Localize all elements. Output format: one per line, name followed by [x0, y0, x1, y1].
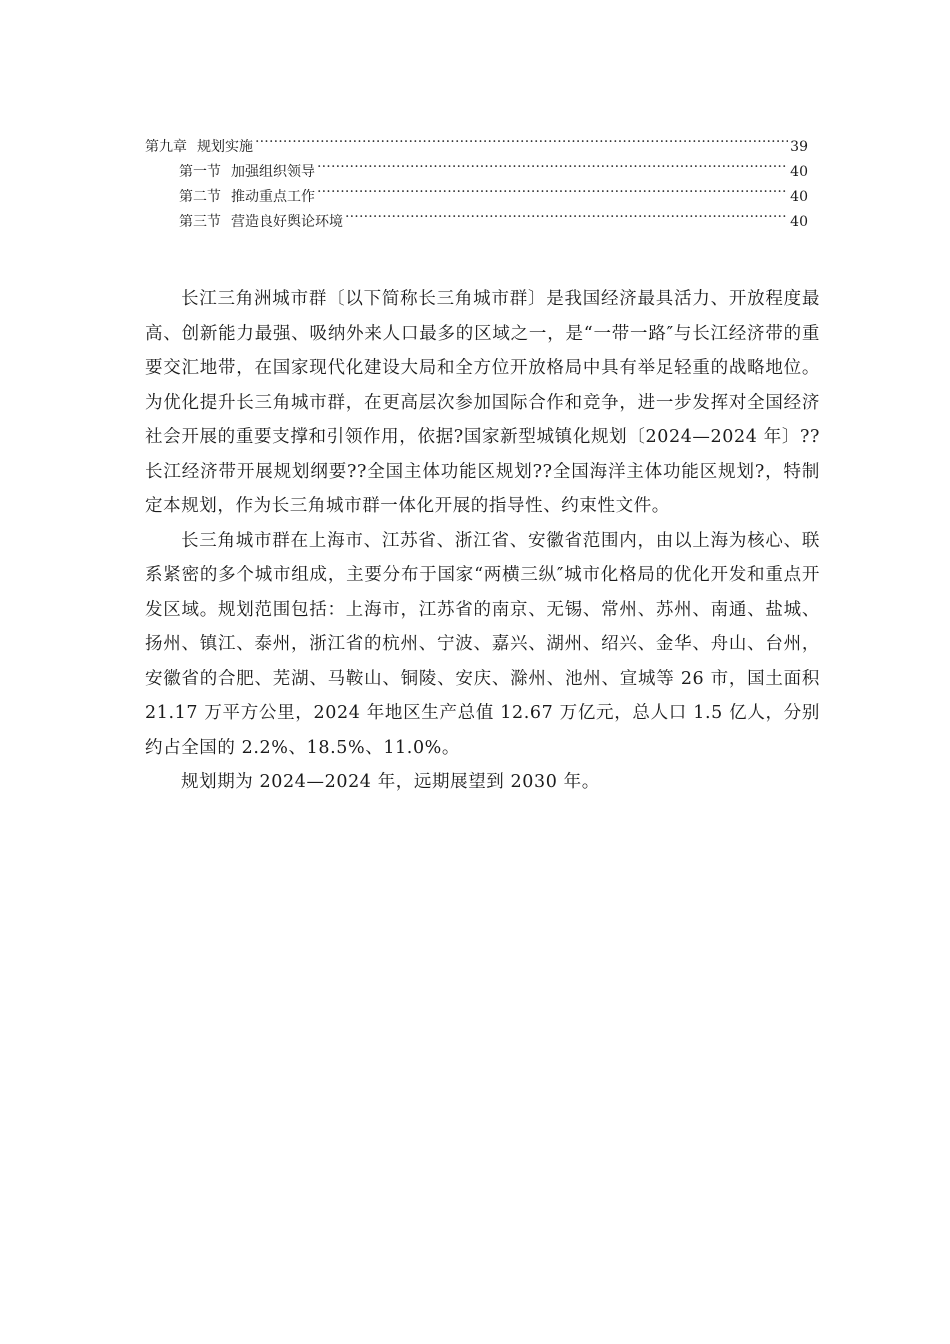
toc-dot-leader — [343, 201, 788, 226]
toc-entry-label: 营造良好舆论环境 — [231, 214, 343, 230]
document-body — [145, 282, 820, 800]
toc-entry-prefix: 第一节 — [179, 164, 221, 180]
toc-entry-prefix: 第三节 — [179, 214, 221, 230]
toc-entry-title — [179, 160, 315, 185]
toc-page-number: 39 — [790, 139, 808, 155]
toc-entry-label: 加强组织领导 — [231, 164, 315, 180]
body-paragraph-1: 长江三角洲城市群〔以下简称长三角城市群〕是我国经济最具活力、开放程度最高、创新能力最强、吸纳外来人口最多的区域之一，是“一带一路″与长江经济带的重要交汇地带，在国家现代化建设大局和全方位开放格局中具有举足轻重的战略地位。为优化提升长三角城市群，在更高层次参加国际合作和竞争，进一步发挥对全国经济社会开展的重要支撑和引领作用，依据?国家新型城镇化规划〔2024—2024 年〕??长江经济带开展规划纲要??全国主体功能区规划??全国海洋主体功能区规划?，特制定本规划，作为长三角城市群一体化开展的指导性、约束性文件。 — [145, 289, 820, 516]
body-paragraph-2: 长三角城市群在上海市、江苏省、浙江省、安徽省范围内，由以上海为核心、联系紧密的多个城市组成，主要分布于国家“两横三纵″城市化格局的优化开发和重点开发区域。规划范围包括：上海市，江苏省的南京、无锡、常州、苏州、南通、盐城、扬州、镇江、泰州，浙江省的杭州、宁波、嘉兴、湖州、绍兴、金华、舟山、台州，安徽省的合肥、芜湖、马鞍山、铜陵、安庆、滁州、池州、宣城等 26 市，国土面积 21.17 万平方公里，2024 年地区生产总值 12.67 万亿元，总人口 1.5 亿人，分别约占全国的 2.2%、18.5%、11.0%。 — [145, 530, 820, 758]
toc-entry-chapter-9[interactable] — [145, 126, 808, 155]
toc-page-number: 40 — [790, 189, 808, 205]
toc-entry-label: 推动重点工作 — [231, 189, 315, 205]
body-paragraph-3: 规划期为 2024—2024 年，远期展望到 2030 年。 — [181, 772, 600, 792]
toc-page-number: 40 — [790, 164, 808, 180]
toc-entry-prefix: 第二节 — [179, 189, 221, 205]
toc-entry-title — [179, 185, 315, 210]
toc-dot-leader — [315, 176, 788, 201]
toc-entry-prefix: 第九章 — [145, 139, 187, 155]
toc-entry-title — [179, 210, 343, 235]
toc-entry-title — [145, 135, 253, 160]
toc-entry-label: 规划实施 — [197, 139, 253, 155]
toc-dot-leader — [253, 126, 788, 151]
toc-dot-leader — [315, 151, 788, 176]
table-of-contents — [145, 126, 808, 230]
toc-page-number: 40 — [790, 214, 808, 230]
